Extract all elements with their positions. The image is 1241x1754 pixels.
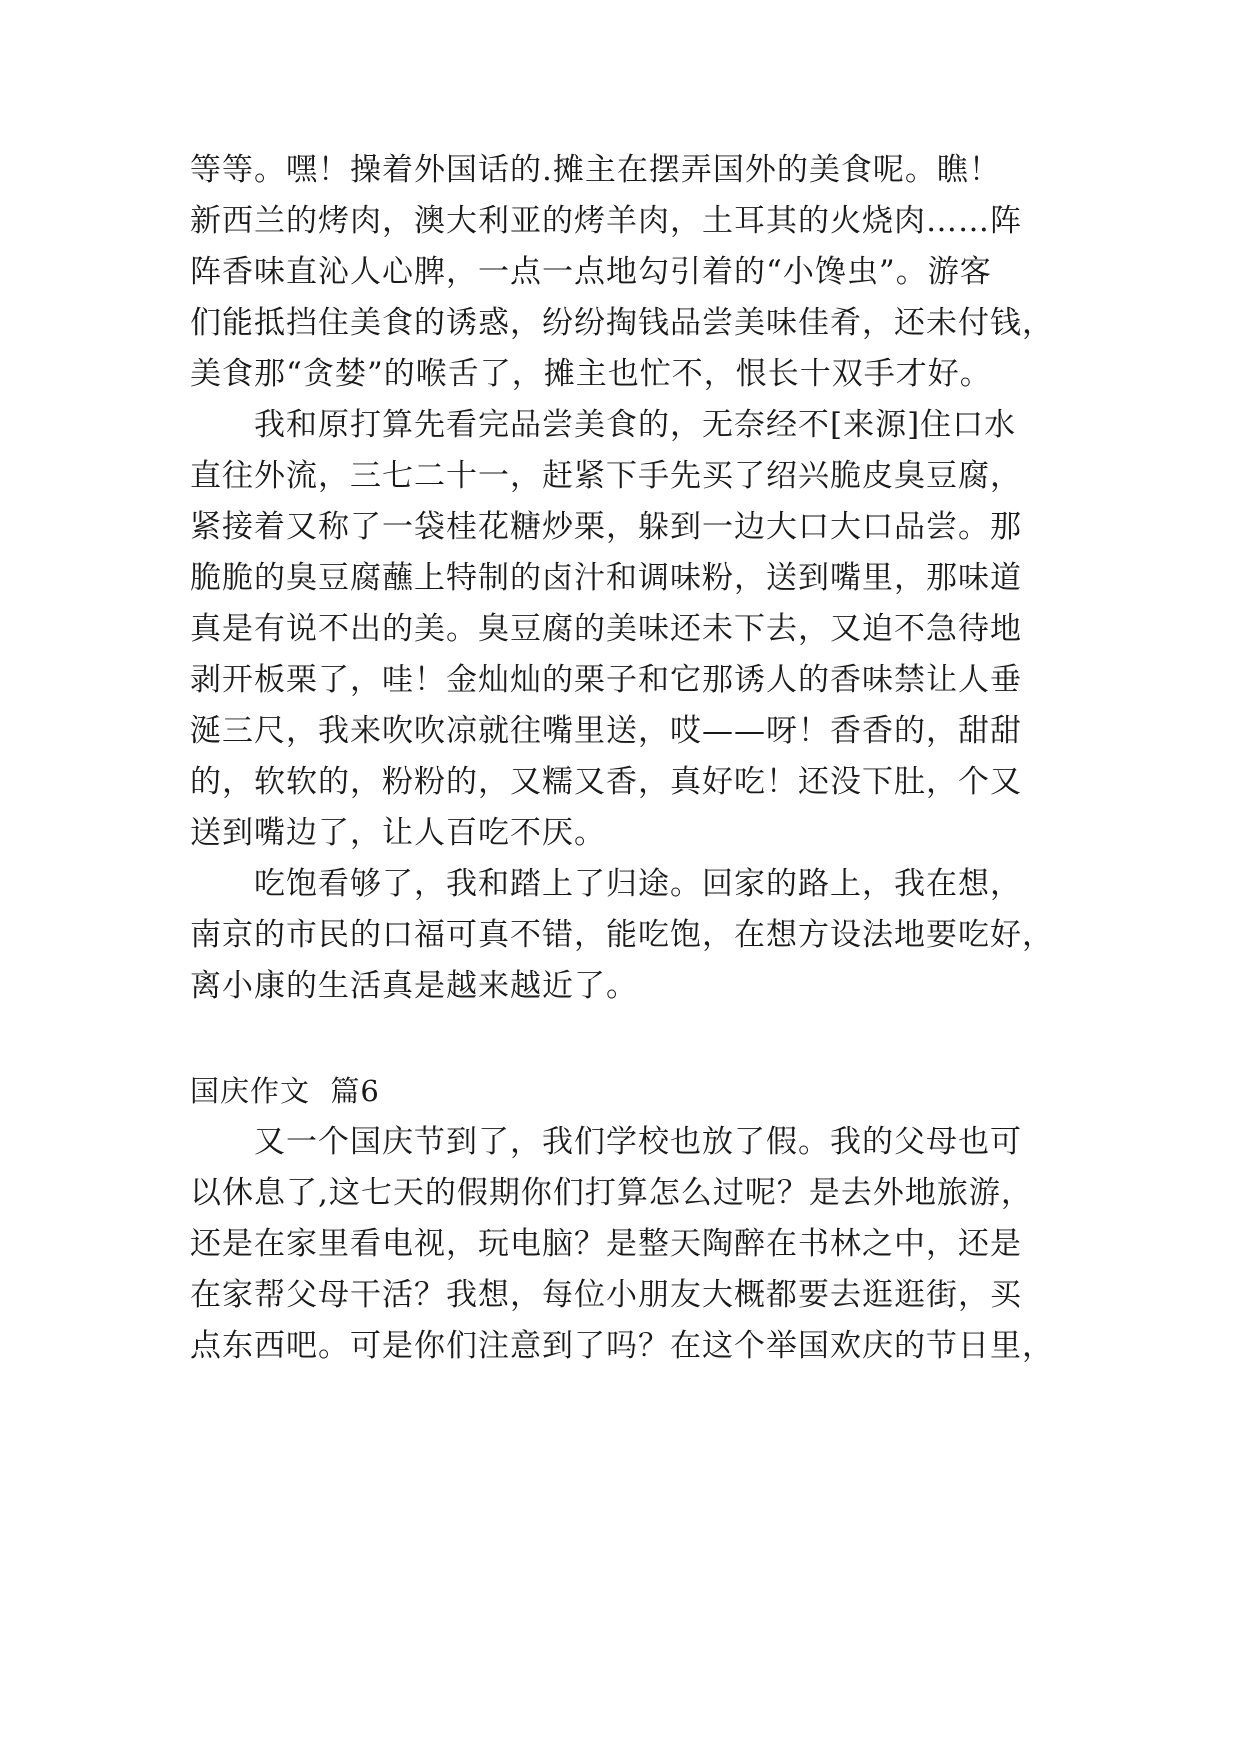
paragraph-2-line-7: 涎三尺，我来吹吹凉就往嘴里送，哎——呀！香香的，甜甜: [190, 713, 1022, 749]
paragraph-3-line-2: 南京的市民的口福可真不错，能吃饱，在想方设法地要吃好，: [190, 917, 1054, 953]
paragraph-1-line-2: 新西兰的烤肉，澳大利亚的烤羊肉，土耳其的火烧肉……阵: [190, 203, 1022, 239]
paragraph-1-line-3: 阵香味直沁人心脾，一点一点地勾引着的“小馋虫”。游客: [190, 254, 992, 290]
paragraph-2-line-2: 直往外流，三七二十一，赶紧下手先买了绍兴脆皮臭豆腐，: [190, 458, 1022, 494]
paragraph-4-line-2: 以休息了,这七天的假期你们打算怎么过呢？是去外地旅游，: [190, 1175, 1033, 1211]
paragraph-4-line-4: 在家帮父母干活？我想，每位小朋友大概都要去逛逛街，买: [190, 1277, 1022, 1313]
paragraph-4-line-1: 又一个国庆节到了，我们学校也放了假。我的父母也可: [254, 1124, 1022, 1160]
paragraph-2-line-9: 送到嘴边了，让人百吃不厌。: [190, 815, 606, 851]
paragraph-4-line-5: 点东西吧。可是你们注意到了吗？在这个举国欢庆的节日里，: [190, 1328, 1054, 1364]
paragraph-3-line-1: 吃饱看够了，我和踏上了归途。回家的路上，我在想，: [254, 866, 1022, 902]
paragraph-1-line-5: 美食那“贪婪”的喉舌了，摊主也忙不，恨长十双手才好。: [190, 356, 992, 392]
paragraph-2-line-4: 脆脆的臭豆腐蘸上特制的卤汁和调味粉，送到嘴里，那味道: [190, 560, 1022, 596]
paragraph-2-line-6: 剥开板栗了，哇！金灿灿的栗子和它那诱人的香味禁让人垂: [190, 662, 1022, 698]
paragraph-2-line-8: 的，软软的，粉粉的，又糯又香，真好吃！还没下肚，个又: [190, 764, 1022, 800]
paragraph-2-line-5: 真是有说不出的美。臭豆腐的美味还未下去，又迫不急待地: [190, 611, 1022, 647]
paragraph-2-line-1: 我和原打算先看完品尝美食的，无奈经不[来源]住口水: [254, 407, 1017, 443]
paragraph-3-line-3: 离小康的生活真是越来越近了。: [190, 968, 638, 1004]
paragraph-4-line-3: 还是在家里看电视，玩电脑？是整天陶醉在书林之中，还是: [190, 1226, 1022, 1262]
paragraph-1-line-4: 们能抵挡住美食的诱惑，纷纷掏钱品尝美味佳肴，还未付钱，: [190, 305, 1054, 341]
section-title: 国庆作文 篇6: [190, 1074, 380, 1108]
paragraph-2-line-3: 紧接着又称了一袋桂花糖炒栗，躲到一边大口大口品尝。那: [190, 509, 1022, 545]
paragraph-1-line-1: 等等。嘿！操着外国话的.摊主在摆弄国外的美食呢。瞧！: [190, 152, 1001, 188]
